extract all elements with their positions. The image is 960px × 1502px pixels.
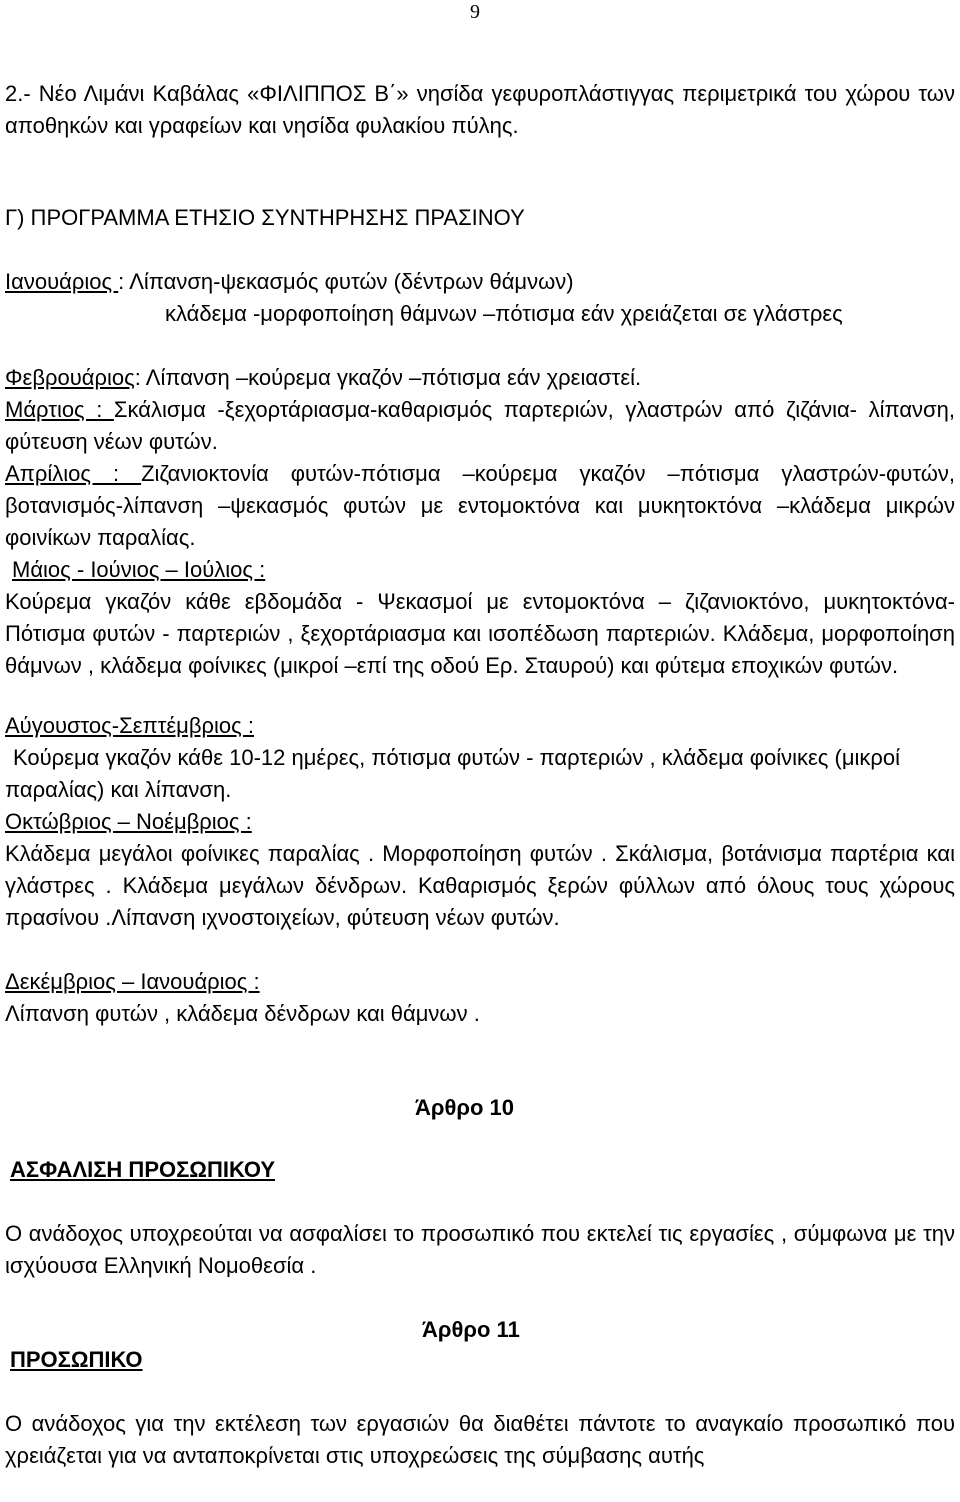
month-oct-nov-text: Κλάδεμα μεγάλοι φοίνικες παραλίας . Μορφοποίηση φυτών . Σκάλισμα, βοτάνισμα παρτέρια και γλάστρες . Κλάδεμα μεγάλων δένδρων. Καθαρισμός ξερών φύλλων από όλους τους χώρους πρασίνου .Λίπανση ιχνοστοιχείων, φύτευση νέων φυτών. xyxy=(5,841,955,930)
month-dec-jan-label xyxy=(5,966,955,998)
month-march xyxy=(5,394,955,458)
article-10-body: Ο ανάδοχος υποχρεούται να ασφαλίσει το προσωπικό που εκτελεί τις εργασίες , σύμφωνα με την ισχύουσα Ελληνική Νομοθεσία . xyxy=(5,1221,955,1278)
month-february xyxy=(5,362,955,394)
month-text: Σκάλισμα -ξεχορτάριασμα-καθαρισμός παρτεριών, γλαστρών από ζιζάνια- λίπανση, φύτευση νέων φυτών. xyxy=(5,397,955,454)
month-january xyxy=(5,266,955,298)
month-separator: : xyxy=(118,269,130,294)
month-april xyxy=(5,458,955,554)
month-label: Αύγουστος-Σεπτέμβριος : xyxy=(5,713,254,738)
month-text: Λίπανση –κούρεμα γκαζόν –πότισμα εάν χρειαστεί. xyxy=(145,365,642,390)
month-label: Μάρτιος : xyxy=(5,397,114,422)
month-may-july-label xyxy=(12,554,960,586)
month-may-july-text: Κούρεμα γκαζόν κάθε εβδομάδα - Ψεκασμοί με εντομοκτόνα – ζιζανιοκτόνο, μυκητοκτόνα- Πότισμα φυτών - παρτεριών , ξεχορτάριασμα και ισοπέδωση παρτεριών. Κλάδεμα, μορφοποίηση θάμνων , κλάδεμα φοίνικες (μικροί –επί της οδού Ερ. Σταυρού) και φύτεμα εποχικών φυτών. xyxy=(5,589,955,678)
article-11-body: Ο ανάδοχος για την εκτέλεση των εργασιών θα διαθέτει πάντοτε το αναγκαίο προσωπικό που χρειάζεται για να ανταποκρίνεται στις υποχρεώσεις της σύμβασης αυτής xyxy=(5,1411,955,1468)
month-aug-sep-text: Κούρεμα γκαζόν κάθε 10-12 ημέρες, πότισμα φυτών - παρτεριών , κλάδεμα φοίνικες (μικροί παραλίας) και λίπανση. xyxy=(5,745,901,802)
article-11-heading: Άρθρο 11 xyxy=(422,1317,520,1342)
month-label: Δεκέμβριος – Ιανουάριος : xyxy=(5,969,260,994)
month-january-cont xyxy=(5,298,955,330)
section-title: Γ) ΠΡΟΓΡΑΜΜΑ ΕΤΗΣΙΟ ΣΥΝΤΗΡΗΣΗΣ ΠΡΑΣΙΝΟΥ xyxy=(5,205,525,230)
item-2-paragraph: 2.- Νέο Λιμάνι Καβάλας «ΦΙΛΙΠΠΟΣ Β΄» νησίδα γεφυροπλάστιγγας περιμετρικά του χώρου των αποθηκών και γραφείων και νησίδα φυλακίου πύλης. xyxy=(5,81,955,138)
month-label: Οκτώβριος – Νοέμβριος : xyxy=(5,809,252,834)
month-separator: : xyxy=(134,365,146,390)
month-label: Απρίλιος : xyxy=(5,461,142,486)
article-11-title: ΠΡΟΣΩΠΙΚΟ xyxy=(10,1347,143,1372)
month-label: Μάιος - Ιούνιος – Ιούλιος : xyxy=(12,557,266,582)
month-aug-sep-label xyxy=(5,710,955,742)
month-text: Λίπανση-ψεκασμός φυτών (δέντρων θάμνων) xyxy=(129,269,574,294)
month-text: Ζιζανιοκτονία φυτών-πότισμα –κούρεμα γκαζόν –πότισμα γλαστρών-φυτών, βοτανισμός-λίπανση –ψεκασμός φυτών με εντομοκτόνα και μυκητοκτόνα –κλάδεμα μικρών φοινίκων παραλίας. xyxy=(5,461,955,550)
article-10-title: ΑΣΦΑΛΙΣΗ ΠΡΟΣΩΠΙΚΟΥ xyxy=(10,1157,275,1182)
month-dec-jan-text: Λίπανση φυτών , κλάδεμα δένδρων και θάμνων . xyxy=(5,1001,480,1026)
month-text: κλάδεμα -μορφοποίηση θάμνων –πότισμα εάν χρειάζεται σε γλάστρες xyxy=(165,301,843,326)
article-10-heading: Άρθρο 10 xyxy=(415,1095,515,1120)
page-number: 9 xyxy=(470,1,480,23)
month-oct-nov-label xyxy=(5,806,955,838)
month-label: Φεβρουάριος xyxy=(5,365,135,390)
month-label: Ιανουάριος xyxy=(5,269,119,294)
